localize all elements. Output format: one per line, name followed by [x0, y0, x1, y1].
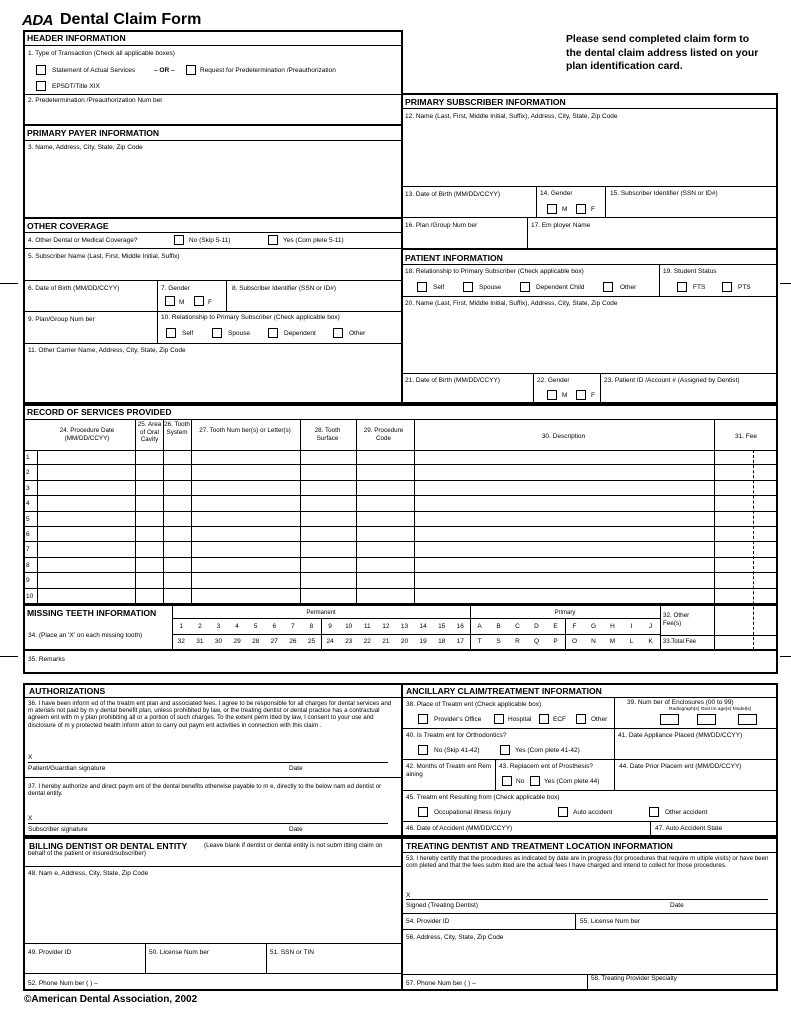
service-line-9[interactable] — [24, 573, 777, 588]
field-15-label: 15. Subscriber Identifier (SSN or ID#) — [610, 190, 718, 197]
field-11-label: 11. Other Carrier Name, Address, City, State, Zip Code — [28, 347, 186, 354]
field-3-label: 3. Name, Address, City, State, Zip Code — [28, 144, 143, 151]
field-45-label: 45. Treatm ent Resulting from (Check applicable box) — [406, 794, 560, 801]
oc-gender-f-checkbox[interactable] — [194, 296, 204, 306]
field-51-label: 51. SSN or TIN — [270, 949, 314, 956]
field-9-label: 9. Plan/Group Num ber — [28, 316, 95, 323]
service-line-number: 6 — [26, 531, 30, 538]
sub-gender-f-label: F — [591, 206, 595, 213]
oral-image-count-box[interactable] — [697, 714, 716, 725]
tooth-perm-5[interactable]: 5 — [253, 623, 258, 630]
permanent-label: Permanent — [306, 610, 336, 616]
tooth-perm-21[interactable]: 21 — [382, 638, 390, 645]
tooth-perm-24[interactable]: 24 — [326, 638, 334, 645]
subscriber-sig-x: X — [28, 815, 33, 822]
place-ecf-checkbox[interactable] — [539, 714, 549, 724]
tooth-prim-I[interactable]: I — [630, 623, 633, 630]
patient-sig-date-label: Date — [289, 765, 303, 772]
field-36-text: 36. I have been inform ed of the treatm ent plan and associated fees. I agree to be responsible for all charges for dental services and m aterials not paid by m y dental benefit plan, unless prohibited by law, or the treating dentist or dental practice has a contractual agreem ent with m y plan prohibiting all or a portion of such charges. To the extent perm itted by law, I consent to your use and disclosure of m y protected health inform ation to carry out paym ent activities in connection with this claim . — [28, 700, 392, 729]
col-24-header: 24. Procedure Date (MM/DD/CCYY) — [59, 427, 115, 442]
field-58-label: 58. Treating Provider Specialty — [591, 975, 677, 982]
field-52-label: 52. Phone Num ber ( ) – — [28, 980, 98, 987]
occupational-checkbox[interactable] — [418, 807, 428, 817]
billing-box — [23, 837, 403, 991]
tooth-perm-19[interactable]: 19 — [419, 638, 427, 645]
service-line-number: 8 — [26, 561, 30, 569]
prosthesis-yes-checkbox[interactable] — [530, 776, 540, 786]
field-10-label: 10. Relationship to Primary Subscriber (Check applicable box) — [161, 314, 340, 321]
field-44-label: 44. Date Prior Placem ent (MM/DD/CCYY) — [619, 763, 742, 770]
field-18-label: 18. Relationship to Primary Subscriber (Check applicable box) — [405, 268, 584, 275]
place-office-checkbox[interactable] — [418, 714, 428, 724]
service-line-number: 1 — [26, 454, 30, 461]
tooth-prim-S[interactable]: S — [496, 638, 501, 645]
service-line-5[interactable] — [24, 512, 777, 527]
service-line-number: 3 — [26, 484, 30, 492]
patient-sig-label: Patient/Guardian signature — [28, 765, 106, 772]
field-8-label: 8. Subscriber Identifier (SSN or ID#) — [232, 285, 337, 292]
field-49-label: 49. Provider ID — [28, 949, 72, 956]
tooth-perm-27[interactable]: 27 — [270, 638, 278, 645]
pat-rel-other-checkbox[interactable] — [603, 282, 613, 292]
tooth-perm-25[interactable]: 25 — [307, 638, 316, 645]
service-line-1[interactable] — [24, 450, 777, 465]
tooth-perm-28[interactable]: 28 — [252, 638, 260, 645]
field-12-label: 12. Name (Last, First, Middle Initial, Suffix), Address, City, State, Zip Code — [405, 113, 618, 120]
primary-label: Primary — [554, 610, 576, 616]
field-7-label: 7. Gender — [161, 285, 190, 292]
pat-gender-f-label: F — [591, 392, 595, 399]
service-line-number: 7 — [26, 546, 30, 554]
col-27-header: 27. Tooth Num ber(s) or Letter(s) — [199, 427, 291, 434]
field-20-label: 20. Name (Last, First, Middle Initial, Suffix), Address, City, State, Zip Code — [405, 300, 618, 307]
field-5-label: 5. Subscriber Name (Last, First, Middle Initial, Suffix) — [28, 253, 180, 260]
tooth-prim-P[interactable]: P — [553, 638, 558, 645]
tooth-prim-J[interactable]: J — [648, 623, 653, 630]
prosthesis-yes-label: Yes (Com plete 44) — [544, 778, 600, 785]
col-26-header: 26. Tooth System — [164, 421, 190, 436]
tooth-perm-26[interactable]: 26 — [289, 638, 297, 645]
other-coverage-yes-label: Yes (Com plete 5-11) — [283, 237, 344, 244]
tooth-perm-15[interactable]: 15 — [438, 623, 446, 630]
tooth-prim-D[interactable]: D — [534, 623, 539, 630]
field-54-label: 54. Provider ID — [406, 918, 450, 925]
predetermination-checkbox[interactable] — [186, 65, 196, 75]
tooth-perm-8[interactable]: 8 — [309, 623, 314, 630]
service-line-number: 4 — [26, 500, 30, 508]
tooth-perm-3[interactable]: 3 — [216, 623, 221, 630]
occupational-label: Occupational illness /injury — [434, 809, 511, 816]
sub-gender-m-checkbox[interactable] — [547, 204, 557, 214]
ada-logo: ADA — [22, 12, 53, 29]
billing-title: BILLING DENTIST OR DENTAL ENTITY — [29, 841, 188, 851]
ortho-yes-checkbox[interactable] — [500, 745, 510, 755]
auto-accident-checkbox[interactable] — [558, 807, 568, 817]
subscriber-sig-label: Subscriber signature — [28, 826, 88, 833]
other-coverage-no-label: No (Skip 5-11) — [189, 237, 231, 244]
patient-title: PATIENT INFORMATION — [405, 253, 503, 263]
field-37-text: 37. I hereby authorize and direct paym ent of the dental benefits otherwise payable to m e, directly to the below nam ed dentist or dental entity. — [28, 783, 382, 798]
tooth-prim-C[interactable]: C — [515, 623, 520, 630]
tooth-perm-20[interactable]: 20 — [400, 638, 409, 645]
copyright: ©American Dental Association, 2002 — [24, 994, 198, 1005]
field-53-text: 53. I hereby certify that the procedures as indicated by date are in progress (for procedures that require m ultiple visits) or have been com pleted and that the fees subm itted are the actual fees I have charged and intend to collect for those procedures. — [406, 855, 769, 870]
pts-checkbox[interactable] — [722, 282, 732, 292]
oc-rel-spouse-label: Spouse — [228, 330, 251, 337]
field-34-label: 34. (Place an 'X' on each missing tooth) — [28, 632, 143, 639]
tooth-prim-O[interactable]: O — [571, 638, 578, 645]
predetermination-label: Request for Predetermination /Preauthorization — [200, 67, 336, 74]
field-47-label: 47. Auto Accident State — [655, 825, 723, 832]
tooth-perm-29[interactable]: 29 — [233, 638, 241, 645]
service-line-number: 5 — [26, 515, 30, 523]
subscriber-title: PRIMARY SUBSCRIBER INFORMATION — [405, 97, 566, 107]
field-50-label: 50. License Num ber — [149, 949, 209, 956]
pat-gender-f-checkbox[interactable] — [576, 390, 586, 400]
service-line-2[interactable] — [24, 465, 777, 480]
field-23-label: 23. Patient ID /Account # (Assigned by Dentist) — [604, 377, 740, 384]
service-line-number: 10 — [26, 592, 34, 600]
pat-rel-dependent-checkbox[interactable] — [520, 282, 530, 292]
treating-sig-date-label: Date — [670, 902, 684, 909]
tooth-perm-1[interactable]: 1 — [179, 623, 184, 630]
billing-note: (Leave blank if dentist or dental entity is not subm itting claim on behalf of the patient or insured/subscriber) — [28, 842, 383, 857]
tooth-prim-K[interactable]: K — [648, 638, 653, 645]
col-31-header: 31. Fee — [734, 433, 758, 440]
pat-rel-self-checkbox[interactable] — [417, 282, 427, 292]
oc-rel-self-checkbox[interactable] — [166, 328, 176, 338]
ortho-no-label: No (Skip 41-42) — [434, 747, 480, 754]
services-title: RECORD OF SERVICES PROVIDED — [27, 407, 172, 417]
field-19-label: 19. Student Status — [663, 268, 717, 275]
place-office-label: Provider's Office — [434, 716, 482, 723]
statement-checkbox[interactable] — [36, 65, 46, 75]
send-notice: Please send completed claim form to the dental claim address listed on your plan identification card. — [566, 34, 759, 72]
oc-rel-other-checkbox[interactable] — [333, 328, 343, 338]
place-ecf-label: ECF — [553, 716, 566, 723]
col-30-header: 30. Description — [541, 433, 586, 440]
field-32-label: 32. Other Fee(s) — [663, 612, 690, 627]
auth-title: AUTHORIZATIONS — [29, 686, 106, 696]
sub-gender-f-checkbox[interactable] — [576, 204, 586, 214]
tooth-perm-32[interactable]: 32 — [177, 638, 185, 645]
field-4-label: 4. Other Dental or Medical Coverage? — [28, 237, 138, 244]
oc-gender-m-checkbox[interactable] — [165, 296, 175, 306]
field-1-label: 1. Type of Transaction (Check all applicable boxes) — [28, 50, 175, 57]
oc-rel-spouse-checkbox[interactable] — [212, 328, 222, 338]
tooth-perm-14[interactable]: 14 — [419, 623, 427, 630]
tooth-perm-16[interactable]: 16 — [456, 623, 464, 630]
missing-teeth-title: MISSING TEETH INFORMATION — [27, 608, 157, 618]
field-6-label: 6. Date of Birth (MM/DD/CCYY) — [28, 285, 120, 292]
prosthesis-no-checkbox[interactable] — [502, 776, 512, 786]
service-line-7[interactable] — [24, 542, 777, 557]
treating-title: TREATING DENTIST AND TREATMENT LOCATION INFORMATION — [406, 841, 673, 851]
tooth-perm-18[interactable]: 18 — [438, 638, 446, 645]
col-29-header: 29. Procedure Code — [363, 427, 404, 442]
other-coverage-no-checkbox[interactable] — [174, 235, 184, 245]
treating-sig-x: X — [406, 892, 411, 899]
pts-label: PTS — [738, 284, 751, 291]
field-38-label: 38. Place of Treatm ent (Check applicable box) — [406, 701, 542, 708]
service-line-8[interactable] — [24, 558, 777, 573]
treating-sig-label: Signed (Treating Dentist) — [406, 902, 479, 909]
field-39-label: 39. Num ber of Enclosures (00 to 99) — [627, 699, 734, 706]
col-25-header: 25. Area of Oral Cavity — [137, 421, 162, 444]
tooth-perm-2[interactable]: 2 — [198, 623, 202, 630]
field-33-label: 33.Total Fee — [663, 639, 697, 645]
tooth-perm-13[interactable]: 13 — [400, 623, 409, 630]
pat-rel-spouse-checkbox[interactable] — [463, 282, 473, 292]
tooth-prim-G[interactable]: G — [590, 623, 597, 630]
ortho-yes-label: Yes (Com plete 41-42) — [515, 747, 580, 754]
field-35-label: 35. Remarks — [28, 656, 65, 663]
tooth-prim-N[interactable]: N — [591, 638, 596, 645]
pat-rel-other-label: Other — [620, 284, 637, 291]
col-28-header: 28. Tooth Surface — [314, 427, 341, 442]
field-17-label: 17. Em ployer Name — [531, 222, 591, 229]
tooth-prim-L[interactable]: L — [629, 638, 634, 645]
place-hospital-checkbox[interactable] — [494, 714, 504, 724]
epsdt-checkbox[interactable] — [36, 81, 46, 91]
oc-rel-other-label: Other — [349, 330, 366, 337]
header-info-title: HEADER INFORMATION — [27, 33, 126, 43]
tooth-prim-M[interactable]: M — [609, 638, 616, 645]
ancillary-title: ANCILLARY CLAIM/TREATMENT INFORMATION — [406, 686, 602, 696]
tooth-prim-A[interactable]: A — [477, 623, 482, 630]
form-title: Dental Claim Form — [60, 11, 202, 28]
sub-gender-m-label: M — [562, 206, 568, 213]
other-coverage-title: OTHER COVERAGE — [27, 221, 109, 231]
other-accident-label: Other accident — [665, 809, 708, 816]
pat-rel-self-label: Self — [433, 284, 445, 291]
field-55-label: 55. License Num ber — [580, 918, 640, 925]
field-14-label: 14. Gender — [540, 190, 573, 197]
field-41-label: 41. Date Appliance Placed (MM/DD/CCYY) — [618, 732, 743, 739]
service-line-6[interactable] — [24, 527, 777, 542]
pat-gender-m-label: M — [562, 392, 568, 399]
or-label: – OR – — [154, 67, 175, 74]
payer-title: PRIMARY PAYER INFORMATION — [27, 128, 160, 138]
service-line-number: 2 — [26, 469, 30, 477]
ortho-no-checkbox[interactable] — [418, 745, 428, 755]
tooth-perm-6[interactable]: 6 — [272, 623, 277, 630]
tooth-prim-R[interactable]: R — [515, 638, 520, 645]
tooth-perm-12[interactable]: 12 — [382, 623, 390, 630]
field-39-sub-label: Radiograph(s) Oral Im age(s) Model(s) — [669, 707, 752, 712]
tooth-prim-T[interactable]: T — [477, 638, 482, 645]
field-57-label: 57. Phone Num ber ( ) – — [406, 980, 476, 987]
field-40-label: 40. Is Treatm ent for Orthodontics? — [406, 732, 507, 739]
epsdt-label: EPSDT/Title XIX — [52, 83, 100, 90]
oc-gender-m-label: M — [179, 299, 185, 306]
service-line-3[interactable] — [24, 481, 777, 496]
service-line-4[interactable] — [24, 496, 777, 511]
tooth-perm-4[interactable]: 4 — [235, 623, 239, 630]
field-22-label: 22. Gender — [537, 377, 570, 384]
tooth-perm-9[interactable]: 9 — [328, 623, 332, 630]
other-coverage-yes-checkbox[interactable] — [268, 235, 278, 245]
pat-gender-m-checkbox[interactable] — [547, 390, 557, 400]
patient-sig-x: X — [28, 754, 33, 761]
service-line-number: 9 — [26, 577, 30, 585]
place-other-label: Other — [591, 716, 608, 723]
subscriber-sig-date-label: Date — [289, 826, 303, 833]
tooth-perm-17[interactable]: 17 — [456, 638, 464, 645]
oc-rel-dependent-label: Dependent — [284, 330, 316, 337]
radiograph-count-box[interactable] — [660, 714, 679, 725]
oc-rel-self-label: Self — [182, 330, 194, 337]
place-hospital-label: Hospital — [508, 716, 532, 723]
tooth-perm-31[interactable]: 31 — [196, 638, 204, 645]
place-other-checkbox[interactable] — [576, 714, 586, 724]
tooth-perm-10[interactable]: 10 — [345, 623, 353, 630]
pat-rel-spouse-label: Spouse — [479, 284, 502, 291]
tooth-prim-H[interactable]: H — [610, 623, 615, 630]
auto-accident-label: Auto accident — [573, 809, 613, 816]
field-21-label: 21. Date of Birth (MM/DD/CCYY) — [405, 377, 500, 384]
fts-label: FTS — [693, 284, 706, 291]
oc-gender-f-label: F — [208, 299, 212, 306]
oc-rel-dependent-checkbox[interactable] — [268, 328, 278, 338]
service-line-10[interactable] — [24, 589, 777, 604]
prosthesis-no-label: No — [516, 778, 525, 785]
tooth-perm-22[interactable]: 22 — [363, 638, 371, 645]
tooth-prim-E[interactable]: E — [553, 623, 558, 630]
fts-checkbox[interactable] — [677, 282, 687, 292]
tooth-perm-23[interactable]: 23 — [345, 638, 353, 645]
tooth-perm-11[interactable]: 11 — [363, 623, 371, 630]
field-16-label: 16. Plan /Group Num ber — [405, 222, 478, 229]
field-48-label: 48. Nam e, Address, City, State, Zip Code — [28, 870, 149, 877]
field-56-label: 56. Address, City, State, Zip Code — [406, 934, 504, 941]
tooth-perm-7[interactable]: 7 — [291, 623, 295, 630]
statement-label: Statement of Actual Services — [52, 67, 136, 74]
tooth-prim-Q[interactable]: Q — [533, 638, 540, 645]
field-43-label: 43. Replacem ent of Prosthesis? — [499, 763, 593, 770]
field-13-label: 13. Date of Birth (MM/DD/CCYY) — [405, 191, 500, 198]
field-46-label: 46. Date of Accident (MM/DD/CCYY) — [406, 825, 513, 832]
model-count-box[interactable] — [738, 714, 757, 725]
pat-rel-dependent-label: Dependent Child — [536, 284, 585, 291]
field-2-label: 2. Predetermination /Preauthorization Num ber — [28, 97, 163, 104]
tooth-perm-30[interactable]: 30 — [214, 638, 223, 645]
tooth-prim-B[interactable]: B — [496, 623, 501, 630]
field-42-label: 42. Months of Treatm ent Rem aining — [406, 763, 492, 778]
other-accident-checkbox[interactable] — [649, 807, 659, 817]
tooth-prim-F[interactable]: F — [572, 623, 577, 630]
